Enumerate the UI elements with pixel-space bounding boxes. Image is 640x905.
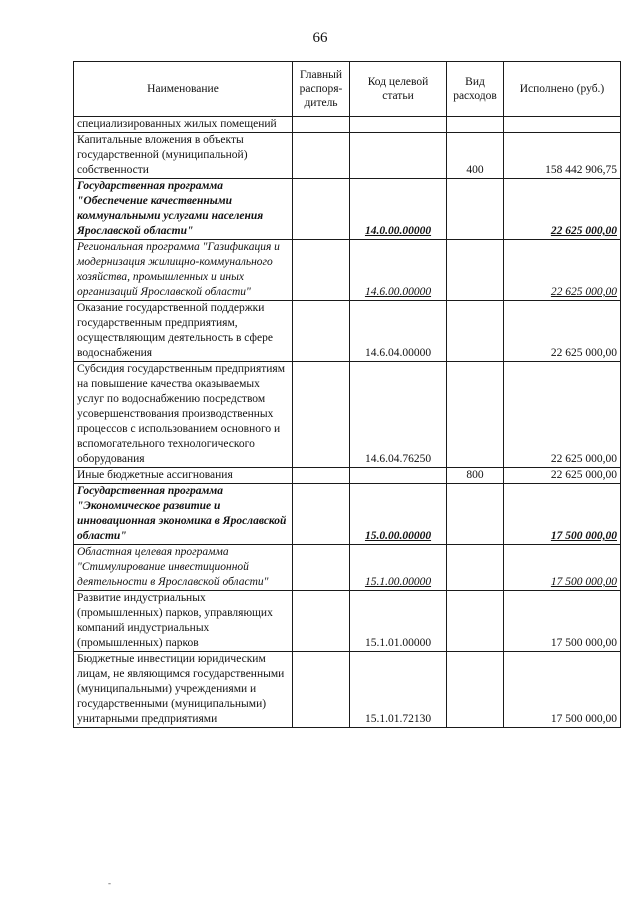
cell-kind — [447, 545, 504, 591]
cell-name: Государственная программа "Обеспечение качественными коммунальными услугами населения Ярославской области" — [74, 179, 293, 240]
table-row — [74, 591, 621, 652]
cell-name: Субсидия государственным предприятиям на повышение качества оказываемых услуг по водоснабжению посредством усовершенствования производственных процессов с использованием основного и вспомогательного технологического оборудования — [74, 362, 293, 468]
cell-code: 14.6.04.76250 — [350, 362, 447, 468]
cell-name: Бюджетные инвестиции юридическим лицам, не являющимся государственными (муниципальными) учреждениями и государственными (муниципальными) унитарными предприятиями — [74, 652, 293, 728]
page-mark: ‑ — [108, 878, 111, 888]
table-row — [74, 117, 621, 133]
cell-name: Оказание государственной поддержки государственным предприятиям, осуществляющим деятельность в сфере водоснабжения — [74, 301, 293, 362]
budget-table — [73, 61, 621, 728]
cell-manager — [293, 652, 350, 728]
table-row — [74, 240, 621, 301]
cell-name: Иные бюджетные ассигнования — [74, 468, 293, 484]
cell-name: Капитальные вложения в объекты государственной (муниципальной) собственности — [74, 133, 293, 179]
table-row — [74, 301, 621, 362]
cell-code — [350, 468, 447, 484]
table-row — [74, 133, 621, 179]
table-body — [74, 117, 621, 728]
cell-manager — [293, 133, 350, 179]
cell-manager — [293, 301, 350, 362]
cell-manager — [293, 362, 350, 468]
cell-amount: 22 625 000,00 — [504, 301, 621, 362]
cell-manager — [293, 484, 350, 545]
cell-amount: 17 500 000,00 — [504, 484, 621, 545]
cell-amount — [504, 117, 621, 133]
cell-kind: 400 — [447, 133, 504, 179]
header-name: Наименование — [74, 62, 293, 117]
cell-kind — [447, 301, 504, 362]
cell-name: Областная целевая программа "Стимулирование инвестиционной деятельности в Ярославской области" — [74, 545, 293, 591]
header-amount: Исполнено (руб.) — [504, 62, 621, 117]
cell-kind — [447, 117, 504, 133]
table-row — [74, 652, 621, 728]
page-number: 66 — [312, 30, 328, 46]
cell-manager — [293, 468, 350, 484]
cell-code: 15.1.00.00000 — [350, 545, 447, 591]
cell-manager — [293, 240, 350, 301]
cell-code: 15.1.01.00000 — [350, 591, 447, 652]
cell-name: специализированных жилых помещений — [74, 117, 293, 133]
cell-name: Региональная программа "Газификация и модернизация жилищно-коммунального хозяйства, промышленных и иных организаций Ярославской области" — [74, 240, 293, 301]
cell-kind — [447, 484, 504, 545]
table-row — [74, 545, 621, 591]
cell-code: 14.6.00.00000 — [350, 240, 447, 301]
cell-manager — [293, 117, 350, 133]
cell-kind: 800 — [447, 468, 504, 484]
table-header-row — [74, 62, 621, 117]
cell-code: 15.1.01.72130 — [350, 652, 447, 728]
cell-amount: 22 625 000,00 — [504, 240, 621, 301]
cell-manager — [293, 545, 350, 591]
header-kind: Вид расходов — [447, 62, 504, 117]
cell-code — [350, 133, 447, 179]
cell-kind — [447, 240, 504, 301]
cell-name: Развитие индустриальных (промышленных) парков, управляющих компаний индустриальных (промышленных) парков — [74, 591, 293, 652]
cell-kind — [447, 179, 504, 240]
table-row — [74, 179, 621, 240]
cell-amount: 158 442 906,75 — [504, 133, 621, 179]
cell-amount: 17 500 000,00 — [504, 591, 621, 652]
cell-kind — [447, 591, 504, 652]
table-row — [74, 484, 621, 545]
table-row — [74, 468, 621, 484]
cell-amount: 22 625 000,00 — [504, 179, 621, 240]
header-code: Код целевой статьи — [350, 62, 447, 117]
cell-amount: 22 625 000,00 — [504, 468, 621, 484]
cell-amount: 17 500 000,00 — [504, 652, 621, 728]
cell-kind — [447, 362, 504, 468]
cell-code: 14.0.00.00000 — [350, 179, 447, 240]
cell-code: 14.6.04.00000 — [350, 301, 447, 362]
cell-code: 15.0.00.00000 — [350, 484, 447, 545]
cell-name: Государственная программа "Экономическое развитие и инновационная экономика в Ярославской области" — [74, 484, 293, 545]
cell-amount: 22 625 000,00 — [504, 362, 621, 468]
cell-kind — [447, 652, 504, 728]
cell-manager — [293, 179, 350, 240]
cell-amount: 17 500 000,00 — [504, 545, 621, 591]
table-row — [74, 362, 621, 468]
cell-code — [350, 117, 447, 133]
cell-manager — [293, 591, 350, 652]
header-manager: Главный распоря-дитель — [293, 62, 350, 117]
